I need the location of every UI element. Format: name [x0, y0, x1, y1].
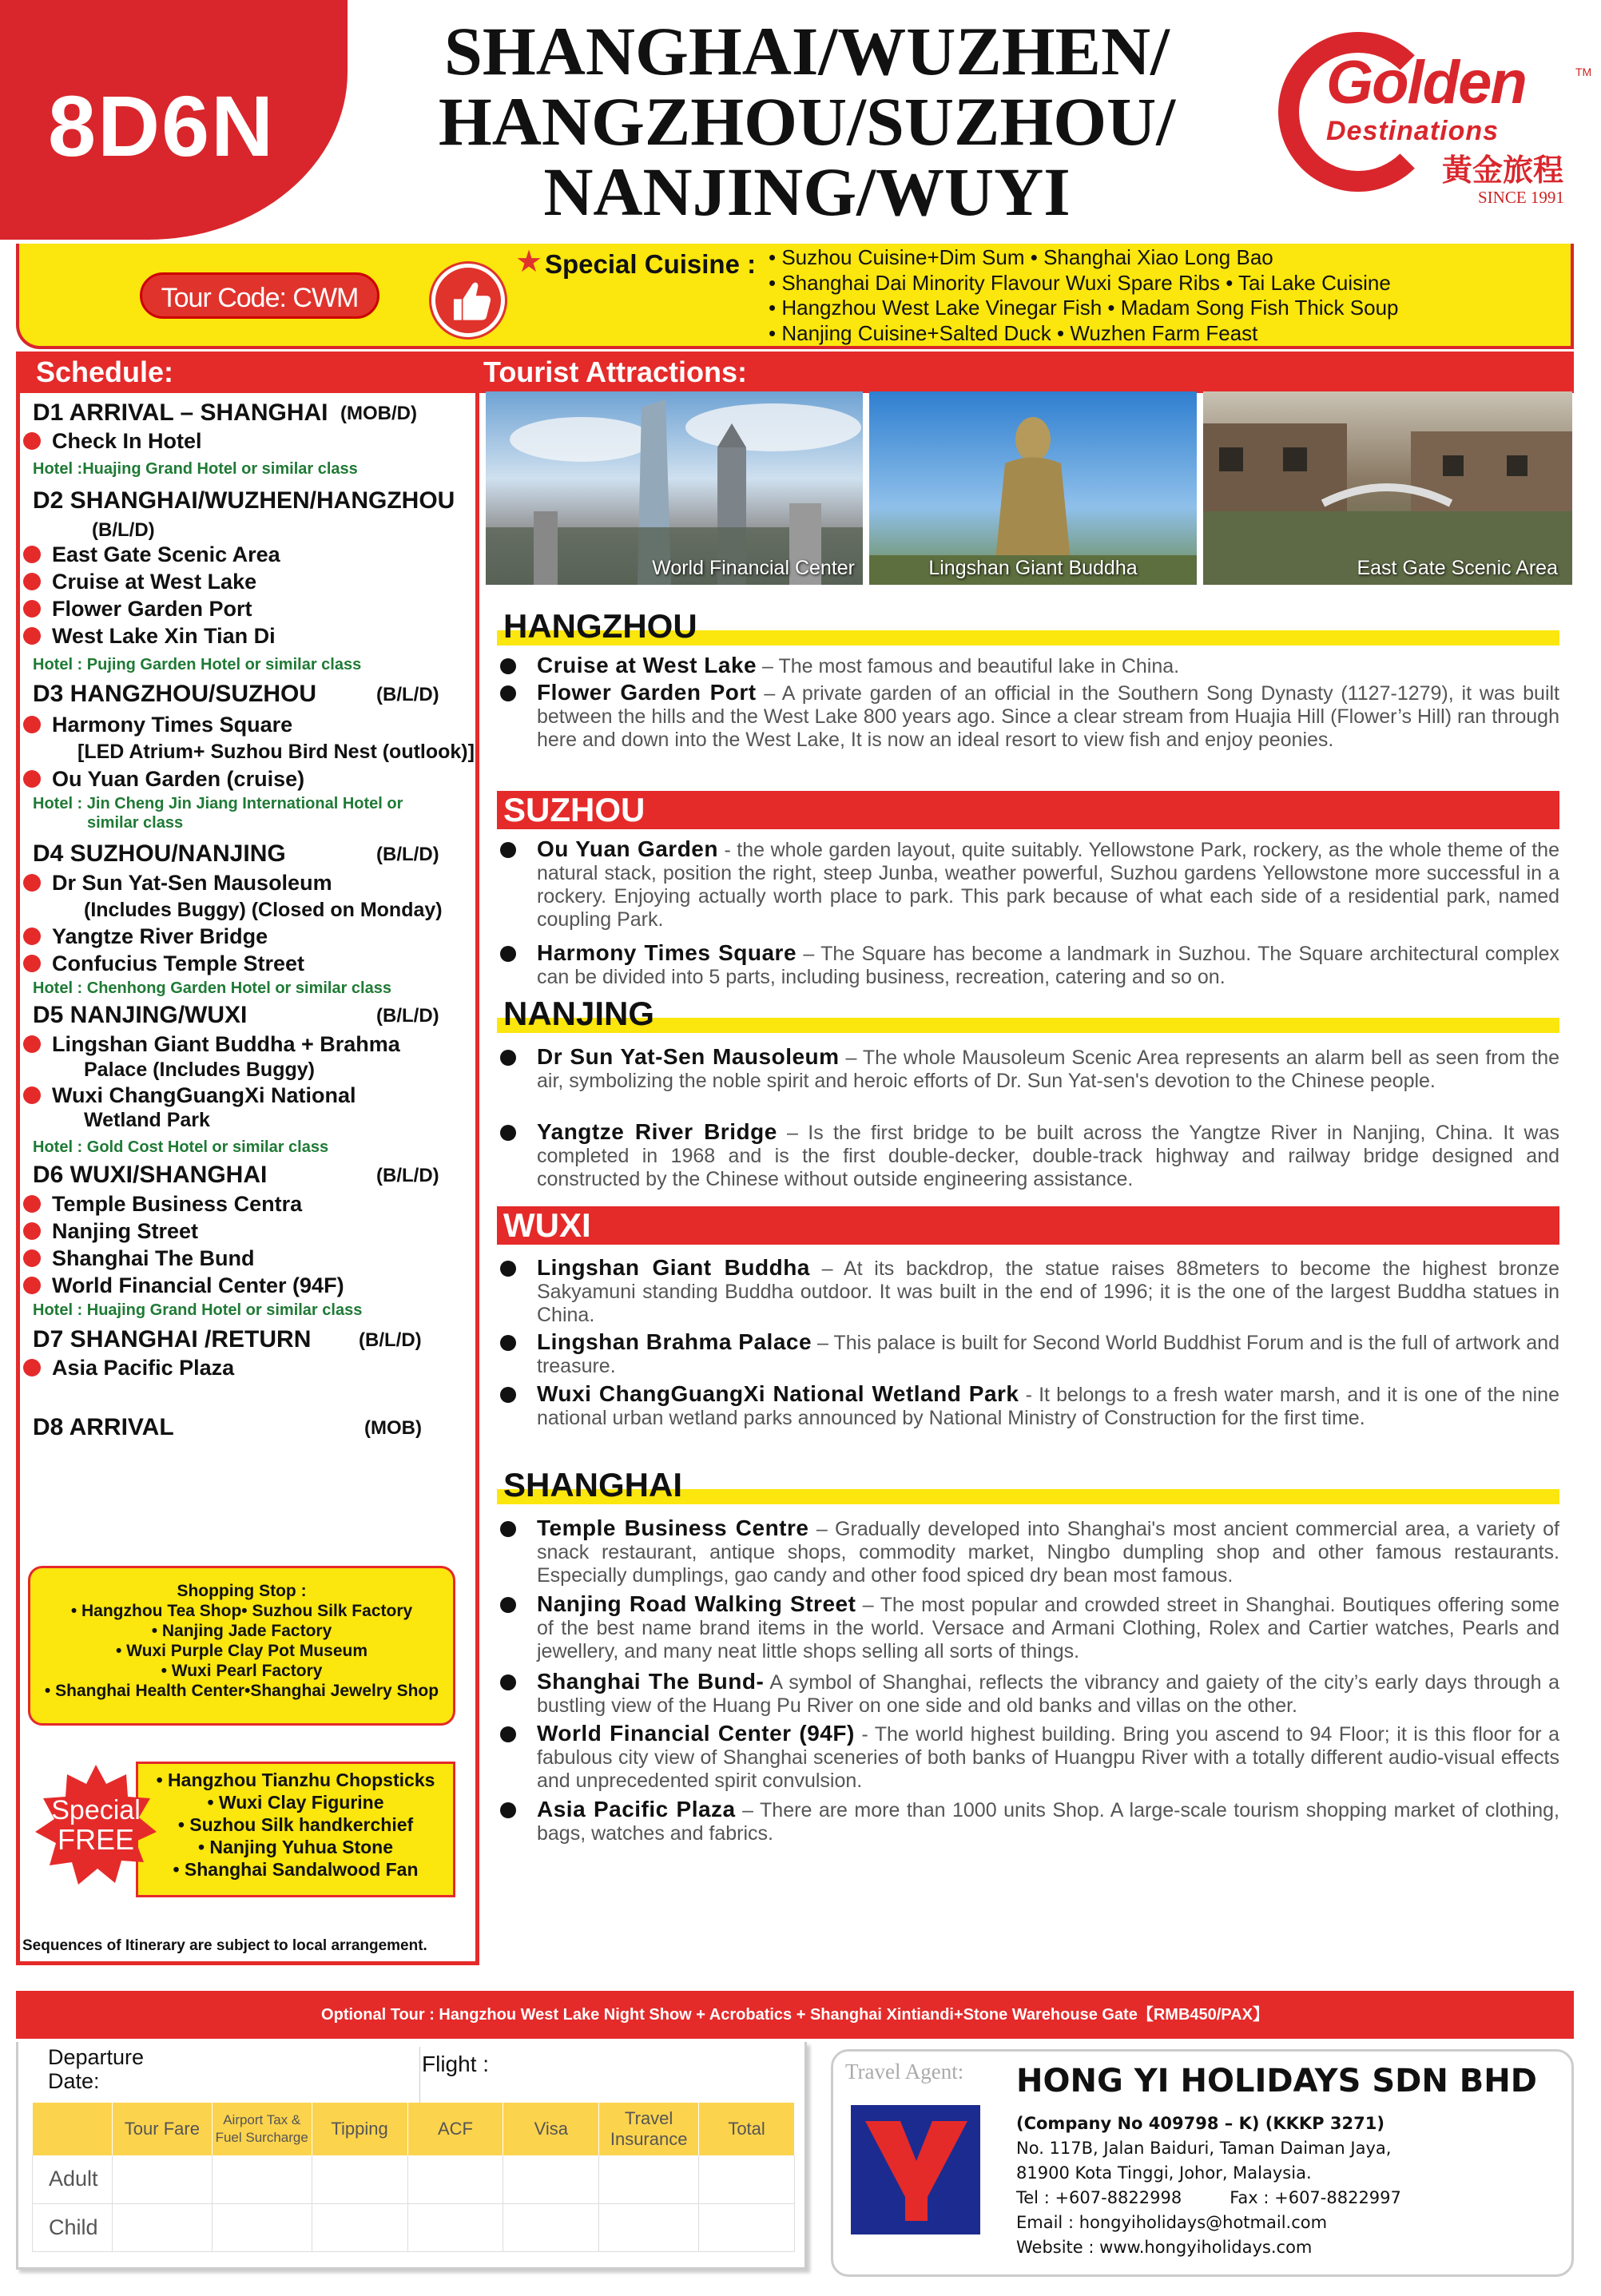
agent-website[interactable]: Website : www.hongyiholidays.com	[1016, 2238, 1313, 2257]
shopping-item: • Wuxi Pearl Factory	[161, 1662, 323, 1680]
schedule-heading: Schedule:	[16, 352, 479, 393]
title-line: SHANGHAI/WUZHEN/	[444, 13, 1170, 89]
fare-cell[interactable]	[599, 2155, 699, 2203]
special-free-burst-icon	[32, 1762, 160, 1889]
golden-destinations-logo	[1278, 24, 1592, 207]
section-nanjing: NANJING	[497, 995, 1559, 1033]
fare-cell[interactable]	[699, 2203, 795, 2251]
row-label: Adult	[33, 2155, 113, 2203]
schedule-panel	[16, 393, 479, 1965]
shopping-title: Shopping Stop :	[177, 1582, 307, 1600]
fare-header	[33, 2103, 113, 2155]
agent-tel: Tel : +607-8822998	[1016, 2188, 1182, 2207]
flight-label: Flight :	[422, 2052, 490, 2076]
section-hangzhou: HANGZHOU	[497, 607, 1559, 646]
agent-details	[1016, 2111, 1401, 2260]
shopping-item: • Wuxi Purple Clay Pot Museum	[115, 1642, 368, 1660]
day-8: D8 ARRIVAL (MOB)	[33, 1414, 422, 1440]
schedule-item: Shanghai The Bund	[52, 1246, 255, 1270]
itinerary-note: Sequences of Itinerary are subject to local arrangement.	[22, 1937, 427, 1954]
fare-cell[interactable]	[699, 2155, 795, 2203]
travel-agent-label: Travel Agent:	[845, 2060, 964, 2083]
schedule-item: East Gate Scenic Area	[52, 542, 280, 566]
logo-text: Golden	[1326, 49, 1526, 117]
agent-fax: Fax : +607-8822997	[1230, 2188, 1401, 2207]
free-gifts-box	[136, 1762, 455, 1897]
free-item: • Suzhou Silk handkerchief	[177, 1814, 414, 1835]
fare-cell[interactable]	[407, 2155, 503, 2203]
schedule-item: Confucius Temple Street	[52, 951, 305, 975]
cuisine-item: • Hangzhou West Lake Vinegar Fish • Madam Song Fish Thick Soup	[769, 296, 1399, 320]
attractions-heading: Tourist Attractions:	[479, 352, 1574, 393]
schedule-item: Cruise at West Lake	[52, 570, 257, 594]
optional-tour-bar: Optional Tour : Hangzhou West Lake Night Show + Acrobatics + Shanghai Xintiandi+Stone Warehouse Gate【RMB450/PAX】	[16, 1991, 1574, 2039]
attraction-item: Wuxi ChangGuangXi National Wetland Park - It belongs to a fresh water marsh, and it is one of the nine national urban wetland parks announced by National Ministry of Construction for the first time.	[537, 1381, 1559, 1429]
fare-cell[interactable]	[112, 2203, 212, 2251]
schedule-item: World Financial Center (94F)	[52, 1273, 344, 1297]
attraction-item: Lingshan Brahma Palace – This palace is built for Second World Buddhist Forum and is the full of artwork and treasure.	[537, 1329, 1559, 1377]
agent-company: (Company No 409798 – K) (KKKP 3271)	[1016, 2114, 1384, 2133]
table-row	[33, 2155, 795, 2203]
agent-address: 81900 Kota Tinggi, Johor, Malaysia.	[1016, 2163, 1312, 2183]
agent-address: No. 117B, Jalan Baiduri, Taman Daiman Jaya,	[1016, 2139, 1392, 2158]
fare-cell[interactable]	[503, 2203, 599, 2251]
duration-badge: 8D6N	[0, 0, 348, 240]
schedule-item: Asia Pacific Plaza	[52, 1356, 235, 1380]
logo-tm: TM	[1575, 66, 1592, 78]
photo-strip	[486, 391, 1572, 585]
fare-table	[32, 2103, 795, 2252]
free-text: FREE	[57, 1823, 135, 1856]
logo-chinese: 黃金旅程	[1442, 153, 1564, 188]
schedule-item: Temple Business Centra	[52, 1192, 303, 1216]
hotel-line: Hotel : Jin Cheng Jin Jiang International Hotel or similar class	[33, 795, 403, 832]
star-icon: ★	[515, 245, 543, 279]
fare-cell[interactable]	[407, 2203, 503, 2251]
page-title	[375, 13, 1238, 230]
attraction-item: Nanjing Road Walking Street – The most popular and crowded street in Shanghai. Boutiques offering some of the best name brand items in the world. Versace and Armani Clothing, Rolex and Cartier watches, Pearls and jewellery, and many neat little shops selling all sorts of things.	[537, 1591, 1559, 1662]
attraction-item: Ou Yuan Garden - the whole garden layout, quite suitably. Yellowstone Park, rockery, as the whole theme of the natural stack, position the right, steep Junba, weather powerful, Suzhou gardens Yellowstone more successful in a rockery. Enjoying actually worth place to park. This park because of what each side of a residential park, named coupling Park.	[537, 836, 1559, 931]
shopping-item: • Shanghai Health Center•Shanghai Jewelry Shop	[44, 1682, 439, 1700]
day-2: D2 SHANGHAI/WUZHEN/HANGZHOU (B/L/D)	[33, 487, 455, 541]
schedule-subitem: Wetland Park	[84, 1109, 210, 1131]
schedule-item: Check In Hotel	[52, 429, 202, 453]
schedule-subitem: (Includes Buggy) (Closed on Monday)	[84, 899, 443, 921]
attraction-item: Lingshan Giant Buddha – At its backdrop, the statue raises 88meters to become the highest bronze Sakyamuni standing Buddha outdoor. It was built in the end of 1996; it is the one of the largest Buddha statues in China.	[537, 1255, 1559, 1326]
attraction-item: Cruise at West Lake – The most famous and beautiful lake in China.	[537, 653, 1559, 678]
attraction-item: Asia Pacific Plaza – There are more than 1000 units Shop. A large-scale tourism shopping market of clothing, bags, watches and fabrics.	[537, 1797, 1560, 1845]
free-item: • Wuxi Clay Figurine	[207, 1792, 384, 1813]
hotel-line: Hotel : Chenhong Garden Hotel or similar class	[33, 979, 391, 997]
schedule-subitem: Palace (Includes Buggy)	[84, 1059, 315, 1081]
shopping-item: • Nanjing Jade Factory	[151, 1622, 332, 1640]
title-line: HANGZHOU/SUZHOU/	[438, 83, 1176, 160]
free-item: • Hangzhou Tianzhu Chopsticks	[156, 1770, 435, 1790]
attraction-item: Harmony Times Square – The Square has become a landmark in Suzhou. The Square architectural complex can be divided into 5 parts, including business, recreation, catering and so on.	[537, 940, 1559, 988]
shopping-item: • Hangzhou Tea Shop• Suzhou Silk Factory	[70, 1602, 413, 1620]
schedule-item: Yangtze River Bridge	[52, 924, 268, 948]
row-label: Child	[33, 2203, 113, 2251]
fare-cell[interactable]	[312, 2155, 407, 2203]
thumbs-up-icon	[431, 264, 505, 337]
fare-cell[interactable]	[503, 2155, 599, 2203]
photo-east-gate-scenic-area	[1203, 391, 1572, 585]
section-shanghai: SHANGHAI	[497, 1466, 1559, 1504]
cuisine-item: • Suzhou Cuisine+Dim Sum • Shanghai Xiao Long Bao	[769, 245, 1273, 269]
table-row	[33, 2203, 795, 2251]
photo-caption: East Gate Scenic Area	[1357, 557, 1558, 579]
attraction-item: Yangtze River Bridge – Is the first bridge to be built across the Yangtze River in Nanjing, China. It was completed in 1968 and is the first double-decker, double-track highway and railway bridge designed and constructed by the Chinese without outside engineering assistance.	[537, 1119, 1559, 1190]
attraction-item: Flower Garden Port – A private garden of an official in the Southern Song Dynasty (1127-1279), it was built between the hills and the West Lake 800 years ago. Since a clear stream from Huajia Hill (Flower’s Hill) ran through here and down into the West Lake, It is now an ideal resort to view fish and enjoy peonies.	[537, 680, 1559, 751]
day-5: D5 NANJING/WUXI (B/L/D)	[33, 1002, 439, 1028]
photo-caption: Lingshan Giant Buddha	[928, 557, 1138, 579]
fare-header: Travel Insurance	[599, 2103, 699, 2155]
day-4: D4 SUZHOU/NANJING (B/L/D)	[33, 840, 439, 867]
fare-header: Airport Tax & Fuel Surcharge	[212, 2103, 312, 2155]
attraction-item: Temple Business Centre – Gradually developed into Shanghai's most ancient commercial area, a variety of snack restaurant, antique shops, commodity market, Ningbo dumpling shop and other famous restaurants. Especially dumplings, gao candy and other food spiced dry bean most famous.	[537, 1515, 1559, 1587]
fare-cell[interactable]	[312, 2203, 407, 2251]
photo-caption: World Financial Center	[652, 557, 855, 579]
fare-cell[interactable]	[112, 2155, 212, 2203]
fare-header: Tipping	[312, 2103, 407, 2155]
special-text: Special	[51, 1795, 141, 1825]
fare-header: Tour Fare	[112, 2103, 212, 2155]
agent-email[interactable]: Email : hongyiholidays@hotmail.com	[1016, 2213, 1328, 2232]
cuisine-item: • Nanjing Cuisine+Salted Duck • Wuzhen Farm Feast	[769, 320, 1258, 345]
fare-cell[interactable]	[212, 2155, 312, 2203]
photo-lingshan-buddha	[869, 391, 1197, 585]
fare-header: Visa	[503, 2103, 599, 2155]
cuisine-label: Special Cuisine :	[545, 249, 757, 279]
form-divider	[419, 2047, 420, 2103]
day-3: D3 HANGZHOU/SUZHOU (B/L/D)	[33, 681, 439, 707]
attraction-item: World Financial Center (94F) - The world highest building. Bring you ascend to 94 Floor; it is this floor for a fabulous city view of Shanghai sceneries of both banks of Huangpu River with a totally different audio-visual effects and unprecedented spirit convulsion.	[537, 1721, 1560, 1792]
day-1: D1 ARRIVAL – SHANGHAI (MOB/D)	[33, 399, 417, 426]
agent-logo	[851, 2105, 980, 2234]
section-wuxi: WUXI	[497, 1206, 1559, 1245]
attraction-item: Dr Sun Yat-Sen Mausoleum – The whole Mausoleum Scenic Area represents an alarm bell as seen from the air, symbolizing the noble spirit and heroic efforts of Dr. Sun Yat-sen's devotion to the Chinese people.	[537, 1044, 1560, 1092]
schedule-item: West Lake Xin Tian Di	[52, 624, 276, 648]
departure-date-label: Departure Date:	[48, 2045, 145, 2093]
cuisine-item: • Shanghai Dai Minority Flavour Wuxi Spare Ribs • Tai Lake Cuisine	[769, 270, 1391, 295]
attraction-item: Shanghai The Bund- A symbol of Shanghai, reflects the vibrancy and gaiety of the city’s early days through a bustling view of the Huang Pu River on one side and old banks and villas on the other.	[537, 1669, 1559, 1717]
schedule-item: Lingshan Giant Buddha + Brahma	[52, 1032, 400, 1056]
section-suzhou: SUZHOU	[497, 791, 1559, 829]
agent-name: HONG YI HOLIDAYS SDN BHD	[1016, 2063, 1537, 2099]
photo-world-financial-center	[486, 391, 863, 585]
hotel-line: Hotel :Huajing Grand Hotel or similar class	[33, 460, 358, 478]
schedule-item: Wuxi ChangGuangXi National	[52, 1083, 356, 1107]
title-line: NANJING/WUYI	[543, 153, 1071, 230]
free-item: • Shanghai Sandalwood Fan	[173, 1859, 419, 1880]
schedule-item: Dr Sun Yat-Sen Mausoleum	[52, 871, 332, 895]
fare-cell[interactable]	[599, 2203, 699, 2251]
schedule-item: Harmony Times Square	[52, 713, 293, 737]
fare-header: Total	[699, 2103, 795, 2155]
schedule-item: Nanjing Street	[52, 1219, 199, 1243]
cuisine-list	[769, 245, 1567, 346]
hotel-line: Hotel : Pujing Garden Hotel or similar class	[33, 656, 362, 673]
day-6: D6 WUXI/SHANGHAI (B/L/D)	[33, 1162, 439, 1188]
shopping-stop-box	[28, 1566, 455, 1726]
schedule-subitem: [LED Atrium+ Suzhou Bird Nest (outlook)]	[77, 741, 475, 763]
fare-cell[interactable]	[212, 2203, 312, 2251]
tour-code: Tour Code: CWM	[140, 272, 379, 319]
logo-since: SINCE 1991	[1478, 188, 1564, 207]
schedule-item: Flower Garden Port	[52, 597, 252, 621]
hotel-line: Hotel : Huajing Grand Hotel or similar class	[33, 1301, 363, 1319]
hotel-line: Hotel : Gold Cost Hotel or similar class	[33, 1138, 329, 1156]
fare-header: ACF	[407, 2103, 503, 2155]
logo-subtext: Destinations	[1326, 116, 1500, 146]
schedule-item: Ou Yuan Garden (cruise)	[52, 767, 305, 791]
free-item: • Nanjing Yuhua Stone	[197, 1837, 394, 1857]
day-7: D7 SHANGHAI /RETURN (B/L/D)	[33, 1326, 422, 1353]
